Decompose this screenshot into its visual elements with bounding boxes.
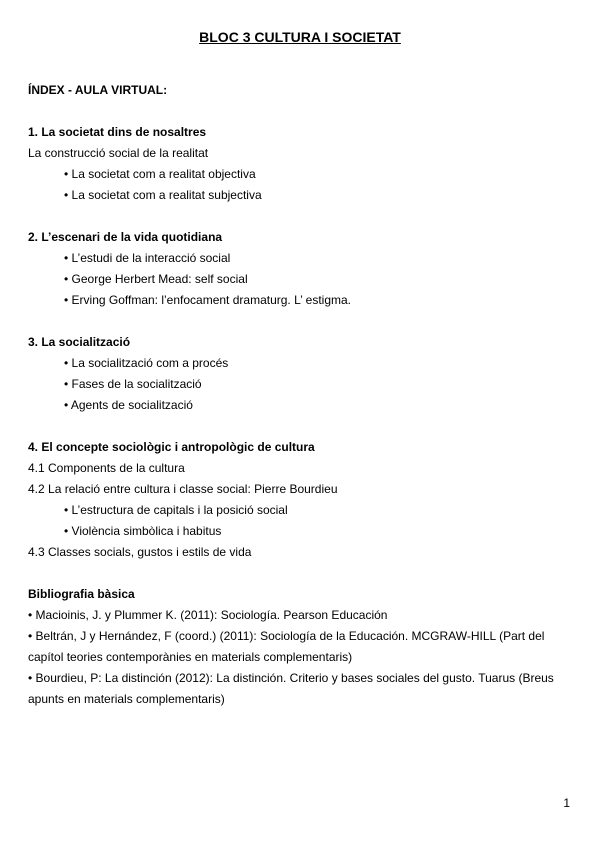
bullet-item: • La socialització com a procés [64,356,229,370]
reference-item: • Macioinis, J. y Plummer K. (2011): Sociología. Pearson Educación [28,608,388,622]
section-heading: 4. El concepte sociològic i antropològic de cultura [28,440,315,454]
section-heading: 1. La societat dins de nosaltres [28,125,207,139]
bullet-item: • Fases de la socialització [64,377,202,391]
section-1 [28,122,578,206]
bullet-item: • L’estructura de capitals i la posició social [64,503,288,517]
document-title: BLOC 3 CULTURA I SOCIETAT [199,29,401,45]
index-heading: ÍNDEX - AULA VIRTUAL: [28,83,168,97]
bullet-item: • La societat com a realitat objectiva [64,167,256,181]
reference-item: • Bourdieu, P: La distinción (2012): La distinción. Criterio y bases sociales del gusto. Tuarus (Breus apunts en materials complementaris) [28,671,554,706]
document-content [28,80,578,710]
reference-item: • Beltrán, J y Hernández, F (coord.) (2011): Sociología de la Educación. MCGRAW-HILL (Part del capítol teories contemporànies en materials complementaris) [28,629,545,664]
page-number: 1 [563,796,570,810]
section-heading: 2. L’escenari de la vida quotidiana [28,230,223,244]
section-subheading: La construcció social de la realitat [28,146,209,160]
section-heading: 3. La socialització [28,335,131,349]
subsection-item: 4.3 Classes socials, gustos i estils de vida [28,545,252,559]
bullet-item: • Agents de socialització [64,398,193,412]
subsection-item: 4.2 La relació entre cultura i classe social: Pierre Bourdieu [28,482,338,496]
bibliography-heading: Bibliografia bàsica [28,587,135,601]
bullet-item: • La societat com a realitat subjectiva [64,188,262,202]
bibliography [28,584,578,710]
section-4 [28,437,578,563]
bullet-item: • Erving Goffman: l’enfocament dramaturg. L’ estigma. [64,293,352,307]
section-2 [28,227,578,311]
bullet-item: • George Herbert Mead: self social [64,272,248,286]
bullet-item: • L’estudi de la interacció social [64,251,231,265]
section-3 [28,332,578,416]
bullet-item: • Violència simbòlica i habitus [64,524,222,538]
subsection-item: 4.1 Components de la cultura [28,461,185,475]
